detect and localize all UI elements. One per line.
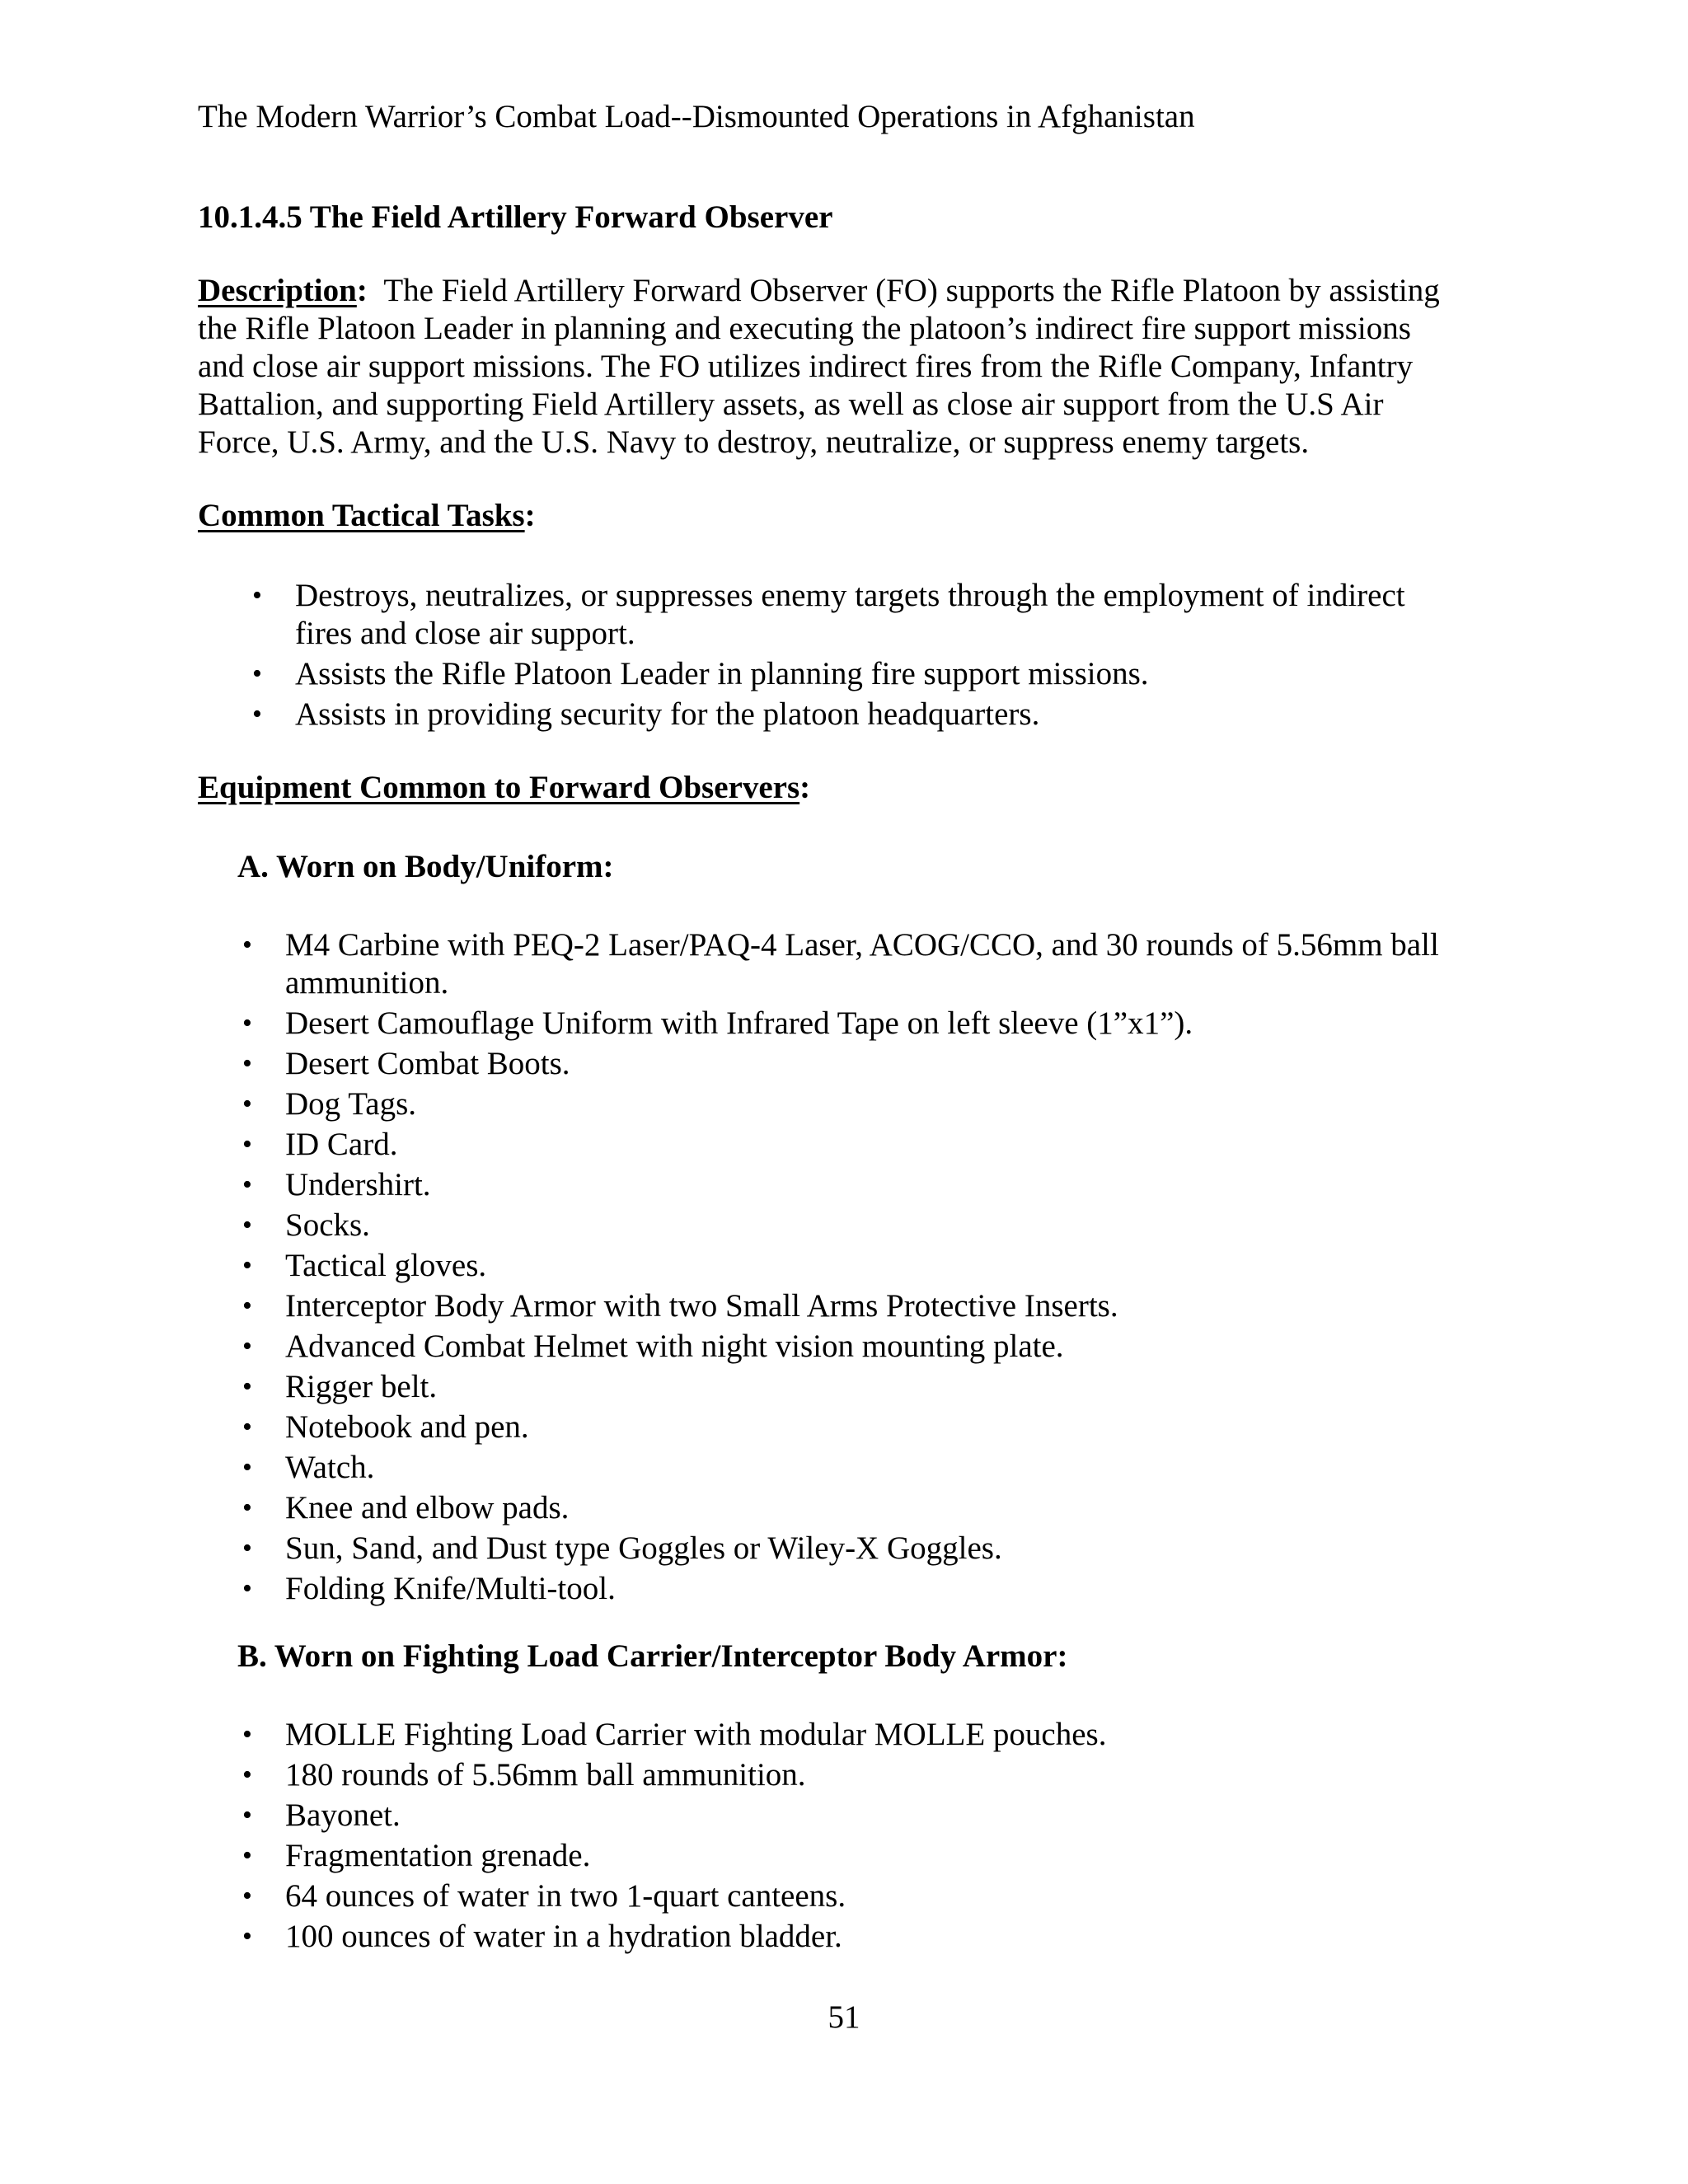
list-item <box>242 1756 1522 1794</box>
list-item <box>242 1368 1522 1406</box>
tactical-tasks-label: Common Tactical Tasks <box>198 498 525 533</box>
list-item <box>242 1005 1522 1043</box>
list-item <box>242 1287 1522 1325</box>
list-item-text: Fragmentation grenade. <box>285 1838 591 1873</box>
list-item-text: fires and close air support. <box>295 616 635 651</box>
worn-on-body-list <box>242 926 1522 1610</box>
list-item <box>242 1045 1522 1083</box>
list-item <box>242 1085 1522 1123</box>
description-paragraph <box>198 272 1517 462</box>
list-item <box>242 1126 1522 1164</box>
bullet-icon: • <box>242 1250 252 1281</box>
list-item-text: Notebook and pen. <box>285 1409 529 1445</box>
bullet-icon: • <box>242 1331 252 1361</box>
list-item-text: Advanced Combat Helmet with night vision mounting plate. <box>285 1329 1064 1364</box>
description-line: the Rifle Platoon Leader in planning and executing the platoon’s indirect fire support missions <box>198 311 1411 346</box>
running-header: The Modern Warrior’s Combat Load--Dismounted Operations in Afghanistan <box>198 99 1195 134</box>
section-title: 10.1.4.5 The Field Artillery Forward Observer <box>198 199 833 235</box>
description-colon: : <box>356 273 368 308</box>
list-item <box>242 1247 1522 1285</box>
list-item-text: Rigger belt. <box>285 1369 438 1404</box>
list-item-text: 180 rounds of 5.56mm ball ammunition. <box>285 1757 806 1793</box>
list-item <box>242 1877 1522 1915</box>
list-item-text: Dog Tags. <box>285 1086 417 1122</box>
list-item-text: M4 Carbine with PEQ-2 Laser/PAQ-4 Laser, ACOG/CCO, and 30 rounds of 5.56mm ball <box>285 927 1439 963</box>
bullet-icon: • <box>242 1760 252 1790</box>
bullet-icon: • <box>242 1089 252 1119</box>
tactical-tasks-list <box>252 577 1531 736</box>
list-item-text: Socks. <box>285 1207 370 1243</box>
list-item-text: 100 ounces of water in a hydration bladder. <box>285 1919 842 1954</box>
bullet-icon: • <box>252 699 262 729</box>
list-item <box>242 1918 1522 1956</box>
bullet-icon: • <box>242 1719 252 1750</box>
tactical-tasks-colon: : <box>524 498 536 533</box>
equipment-label: Equipment Common to Forward Observers <box>198 770 800 805</box>
list-item-text: Bayonet. <box>285 1797 401 1833</box>
list-item-text: Knee and elbow pads. <box>285 1490 570 1526</box>
worn-on-carrier-list <box>242 1716 1522 1958</box>
equipment-colon: : <box>799 770 811 805</box>
description-line: Battalion, and supporting Field Artillery assets, as well as close air support from the U.S Air <box>198 387 1384 422</box>
list-item <box>242 1530 1522 1568</box>
list-item <box>242 1207 1522 1244</box>
list-item-text: Desert Camouflage Uniform with Infrared Tape on left sleeve (1”x1”). <box>285 1005 1193 1041</box>
list-item <box>242 1716 1522 1754</box>
bullet-icon: • <box>242 1048 252 1079</box>
list-item-text: Destroys, neutralizes, or suppresses enemy targets through the employment of indirect <box>295 578 1405 613</box>
bullet-icon: • <box>242 1412 252 1442</box>
bullet-icon: • <box>242 1493 252 1523</box>
description-text: The Field Artillery Forward Observer (FO) supports the Rifle Platoon by assisting <box>383 273 1440 308</box>
description-line: Force, U.S. Army, and the U.S. Navy to destroy, neutralize, or suppress enemy targets. <box>198 424 1310 460</box>
list-item-text: Tactical gloves. <box>285 1248 487 1283</box>
list-item <box>242 1837 1522 1875</box>
page-number: 51 <box>828 1999 860 2035</box>
bullet-icon: • <box>242 1169 252 1200</box>
list-item <box>242 1489 1522 1527</box>
tactical-tasks-heading <box>198 496 536 536</box>
bullet-icon: • <box>242 1573 252 1604</box>
list-item-text: MOLLE Fighting Load Carrier with modular MOLLE pouches. <box>285 1717 1107 1752</box>
bullet-icon: • <box>252 658 262 689</box>
list-item-text: Interceptor Body Armor with two Small Arms Protective Inserts. <box>285 1288 1118 1324</box>
list-item <box>242 1797 1522 1835</box>
list-item-text: Sun, Sand, and Dust type Goggles or Wiley-X Goggles. <box>285 1530 1002 1566</box>
bullet-icon: • <box>242 1840 252 1871</box>
list-item-text: Desert Combat Boots. <box>285 1046 570 1081</box>
list-item <box>242 1449 1522 1487</box>
list-item-text: Folding Knife/Multi-tool. <box>285 1571 616 1606</box>
list-item-text: 64 ounces of water in two 1-quart canteens. <box>285 1878 846 1914</box>
bullet-icon: • <box>242 1533 252 1563</box>
bullet-icon: • <box>242 1800 252 1830</box>
worn-on-carrier-heading: B. Worn on Fighting Load Carrier/Interceptor Body Armor: <box>237 1638 1068 1674</box>
bullet-icon: • <box>242 1921 252 1952</box>
bullet-icon: • <box>242 1371 252 1402</box>
description-label: Description <box>198 273 357 308</box>
worn-on-body-heading: A. Worn on Body/Uniform: <box>237 849 614 884</box>
bullet-icon: • <box>242 1210 252 1240</box>
bullet-icon: • <box>242 1452 252 1483</box>
list-item-text: Undershirt. <box>285 1167 431 1202</box>
list-item <box>252 696 1531 733</box>
bullet-icon: • <box>252 580 262 611</box>
list-item <box>252 577 1531 653</box>
bullet-icon: • <box>242 1291 252 1321</box>
bullet-icon: • <box>242 930 252 960</box>
equipment-heading <box>198 768 810 808</box>
list-item-text: Assists in providing security for the platoon headquarters. <box>295 696 1040 732</box>
list-item-text: ammunition. <box>285 965 449 1001</box>
list-item <box>242 1328 1522 1366</box>
bullet-icon: • <box>242 1008 252 1038</box>
list-item <box>242 1570 1522 1608</box>
list-item <box>242 926 1522 1002</box>
list-item <box>252 655 1531 693</box>
list-item <box>242 1408 1522 1446</box>
list-item-text: Assists the Rifle Platoon Leader in planning fire support missions. <box>295 656 1149 691</box>
list-item-text: Watch. <box>285 1450 375 1485</box>
bullet-icon: • <box>242 1881 252 1911</box>
description-line <box>198 272 1517 310</box>
list-item-text: ID Card. <box>285 1127 398 1162</box>
description-line: and close air support missions. The FO utilizes indirect fires from the Rifle Company, Infantry <box>198 349 1414 384</box>
bullet-icon: • <box>242 1129 252 1160</box>
list-item <box>242 1166 1522 1204</box>
